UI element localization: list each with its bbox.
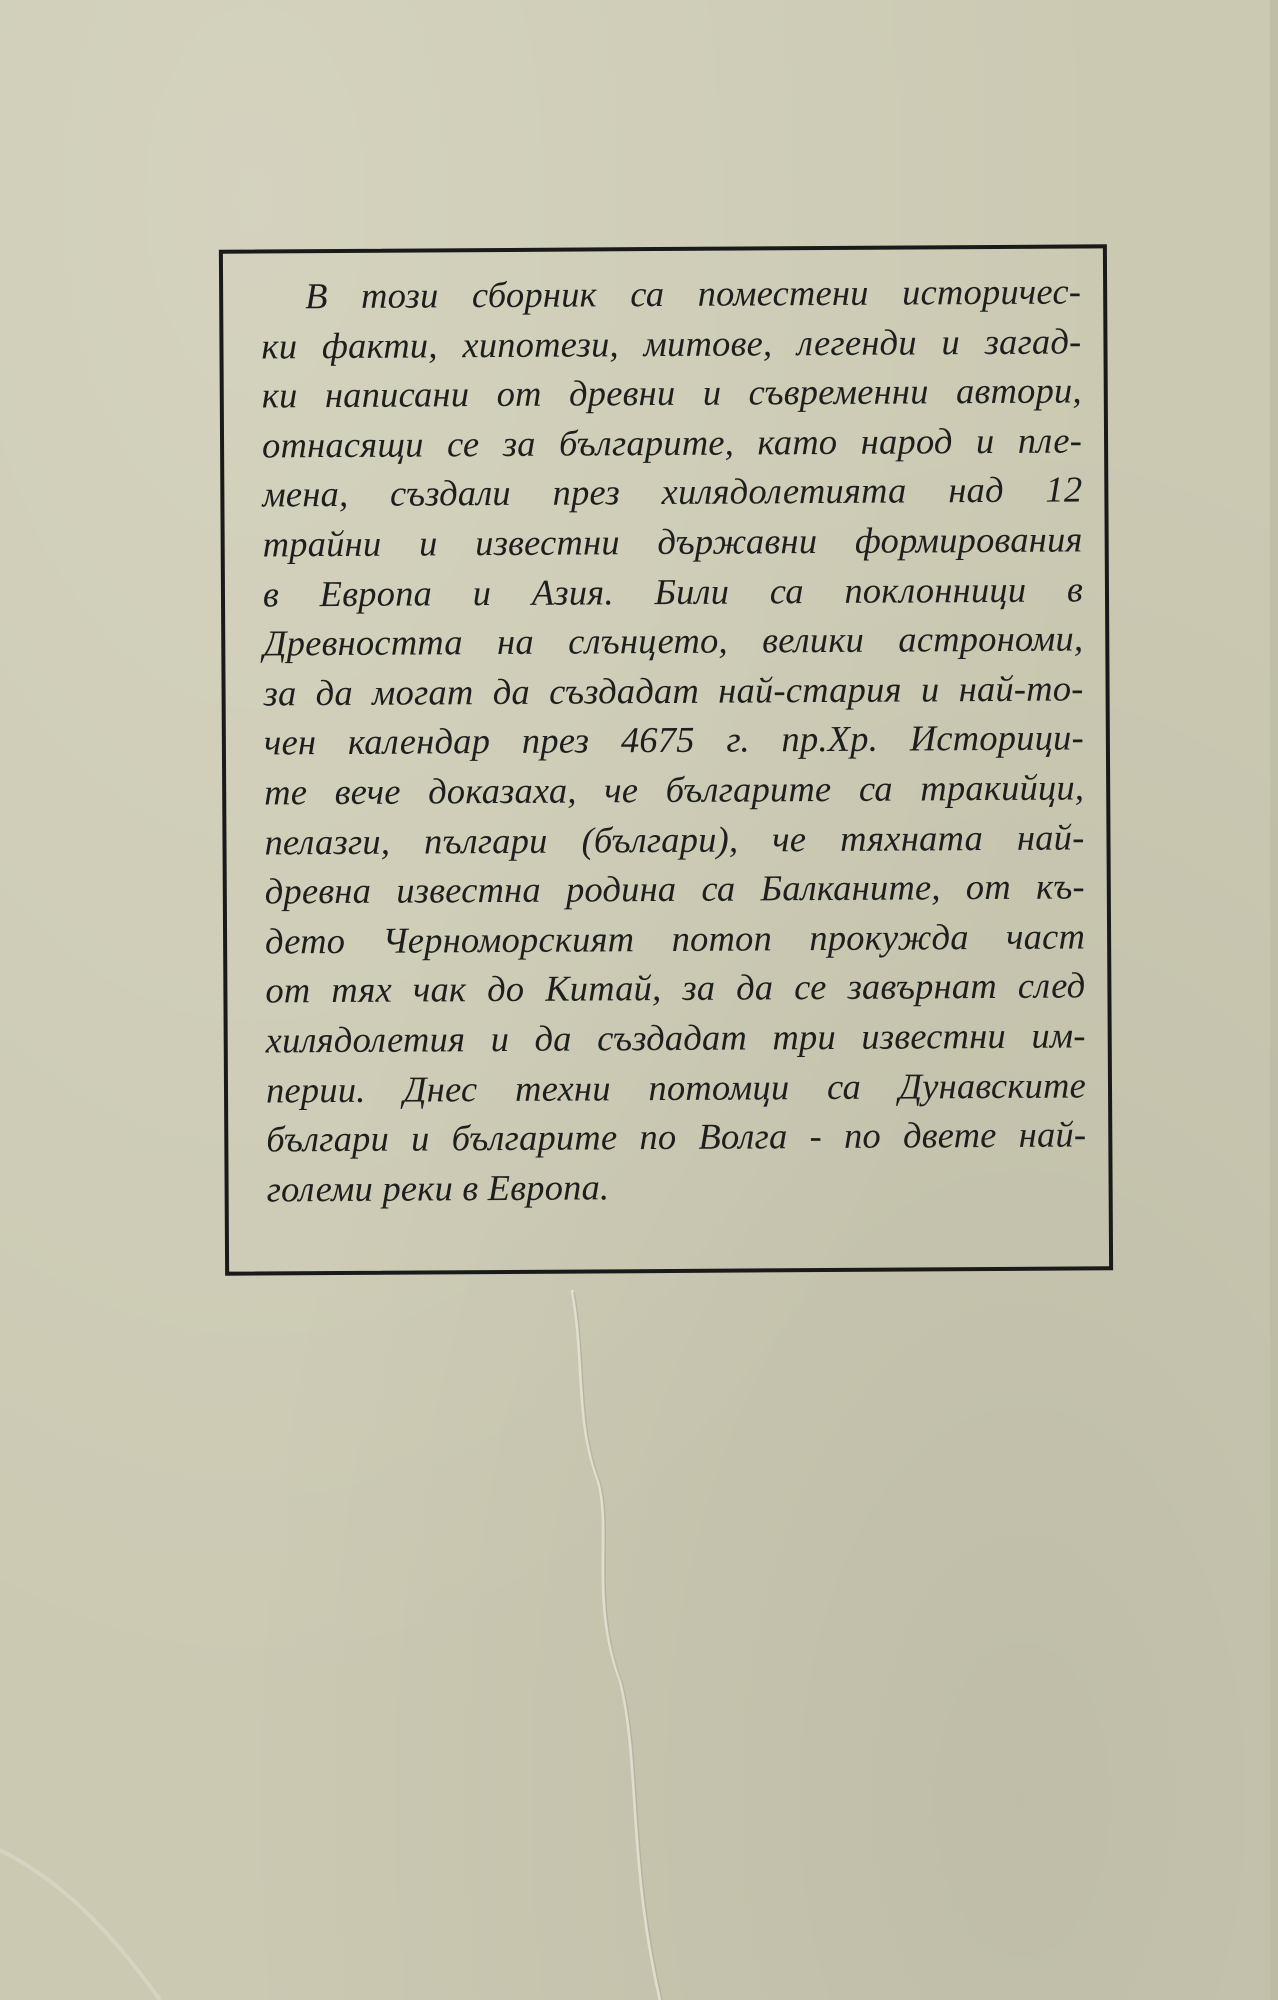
blurb-line: големи реки в Европа. <box>266 1166 610 1210</box>
blurb-line: трайни и известни държавни формирования <box>262 518 1083 565</box>
blurb-line: хилядолетия и да създадат три известни им- <box>265 1014 1086 1061</box>
blurb-line: чен календар през 4675 г. пр.Хр. Историци- <box>263 716 1084 763</box>
blurb-line: в Европа и Азия. Били са поклонници в <box>262 568 1084 615</box>
blurb-line: ки написани от древни и съвременни автори, <box>261 369 1082 416</box>
blurb-line: българи и българите по Волга - по двете най- <box>266 1113 1087 1160</box>
blurb-line: перии. Днес техни потомци са Дунавските <box>265 1063 1087 1110</box>
blurb-line: за да могат да създадат най-стария и най-то- <box>263 667 1084 714</box>
blurb-line: дето Черноморският потоп прокужда част <box>264 915 1086 962</box>
blurb-line: мена, създали през хилядолетията над 12 <box>262 468 1083 515</box>
blurb-line: пелазги, пългари (българи), че тяхната най- <box>264 815 1085 862</box>
blurb-line: те вече доказаха, че българите са тракийци, <box>264 766 1085 813</box>
blurb-text <box>261 266 1087 1213</box>
blurb-line: ки факти, хипотези, митове, легенди и загад- <box>261 320 1082 367</box>
blurb-box <box>219 244 1113 1275</box>
blurb-line: от тях чак до Китай, за да се завърнат след <box>265 964 1086 1011</box>
blurb-line: Древността на слънцето, велики астрономи, <box>263 617 1084 664</box>
blurb-line: отнасящи се за българите, като народ и пле- <box>261 419 1083 466</box>
blurb-line: древна известна родина са Балканите, от къ- <box>264 865 1085 912</box>
blurb-line: В този сборник са поместени историчес- <box>305 270 1082 317</box>
